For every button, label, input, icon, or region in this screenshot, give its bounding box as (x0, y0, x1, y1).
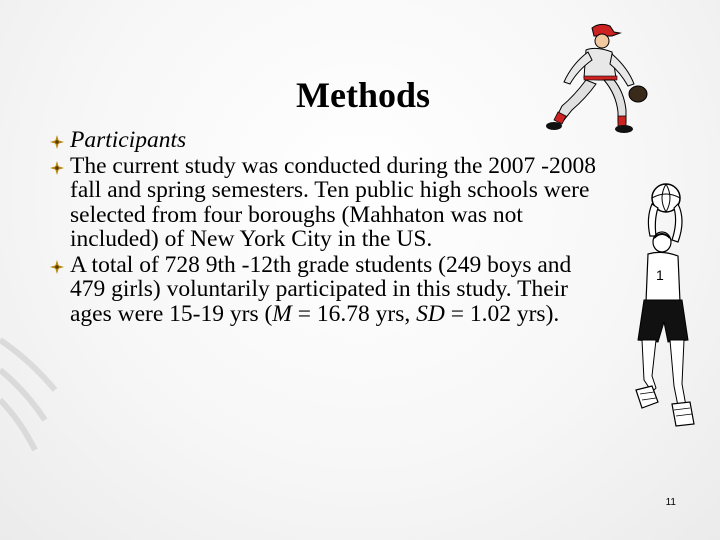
bullet-item (50, 154, 610, 252)
bullet-item (50, 128, 610, 153)
bullet-text: A total of 728 9th -12th grade students (249 boys and 479 girls) voluntarily participated in this study. Their ages were 15-19 yrs ( (70, 251, 572, 327)
left-shadow-decoration (0, 330, 60, 460)
page-number: 11 (665, 497, 676, 508)
bullet-text-italic: SD (416, 300, 445, 327)
bullet-text: = 1.02 yrs). (444, 300, 560, 327)
star-bullet-icon (50, 161, 64, 175)
bullet-item (50, 253, 610, 327)
bullet-text-italic: M (272, 300, 292, 327)
star-bullet-icon (50, 260, 64, 274)
slide-title: Methods (296, 75, 430, 115)
basketball-player-image (622, 180, 712, 442)
svg-text:1: 1 (656, 267, 664, 283)
bullet-list (50, 128, 610, 326)
bullet-text: = 16.78 yrs, (291, 300, 417, 327)
bullet-text: The current study was conducted during the 2007 -2008 fall and spring semesters. Ten public high schools were selected from four boroughs (Mahhaton was not included) of New York City in the US. (70, 152, 597, 252)
star-bullet-icon (50, 135, 64, 149)
bullet-text-italic: Participants (70, 127, 187, 153)
